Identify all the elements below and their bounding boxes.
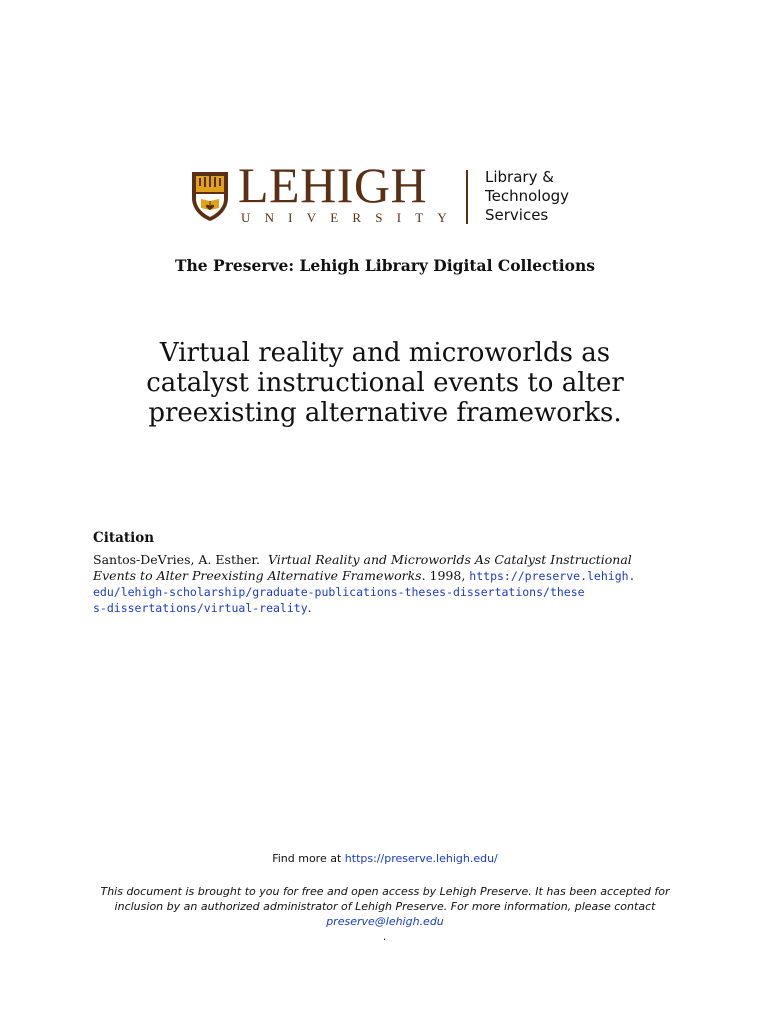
- find-more-prefix: Find more at: [272, 852, 342, 865]
- citation-year: . 1998,: [421, 568, 466, 583]
- citation-url-link[interactable]: edu/lehigh-scholarship/graduate-publications-theses-dissertations/these: [93, 585, 585, 599]
- title-line: catalyst instructional events to alter: [146, 368, 624, 398]
- title-line: preexisting alternative frameworks.: [148, 398, 622, 428]
- logo-divider: [466, 170, 468, 224]
- citation-author: Santos-DeVries, A. Esther.: [93, 552, 260, 567]
- citation-body: [93, 552, 693, 616]
- notice-line: This document is brought to you for free and open access by Lehigh Preserve. It has been accepted for: [100, 885, 670, 898]
- citation-line: [93, 600, 693, 616]
- document-title: [60, 338, 710, 428]
- contact-email-link[interactable]: preserve@lehigh.edu: [326, 915, 444, 928]
- access-notice: [60, 884, 710, 944]
- citation-url-link[interactable]: https://preserve.lehigh.: [469, 569, 636, 583]
- citation-work-title: Events to Alter Preexisting Alternative Frameworks: [93, 568, 422, 583]
- citation-url-link[interactable]: s-dissertations/virtual-reality: [93, 601, 308, 615]
- preserve-site-link[interactable]: https://preserve.lehigh.edu/: [344, 852, 498, 865]
- citation-work-title: Virtual Reality and Microworlds As Catalyst Instructional: [267, 552, 632, 567]
- notice-line-email: [60, 914, 710, 944]
- lts-line: Technology: [485, 187, 570, 205]
- notice-trailing: .: [383, 930, 387, 943]
- citation-line: [93, 552, 693, 568]
- citation-line: [93, 584, 693, 600]
- title-line: Virtual reality and microworlds as: [159, 338, 611, 368]
- university-wordmark: UNIVERSITY: [241, 210, 461, 225]
- citation-line: [93, 568, 693, 584]
- citation-trailing: .: [307, 600, 312, 615]
- notice-line: inclusion by an authorized administrator of Lehigh Preserve. For more information, please contact: [114, 900, 656, 913]
- find-more-line: [0, 851, 770, 866]
- lts-line: Library &: [485, 168, 554, 186]
- collection-heading: The Preserve: Lehigh Library Digital Collections: [175, 256, 595, 275]
- library-technology-services-label: [485, 168, 569, 225]
- lehigh-crest-icon: [190, 168, 230, 222]
- lts-line: Services: [485, 206, 549, 224]
- lehigh-wordmark: LEHIGH: [238, 157, 428, 213]
- citation-heading: Citation: [93, 530, 155, 546]
- lehigh-logo: [190, 157, 590, 228]
